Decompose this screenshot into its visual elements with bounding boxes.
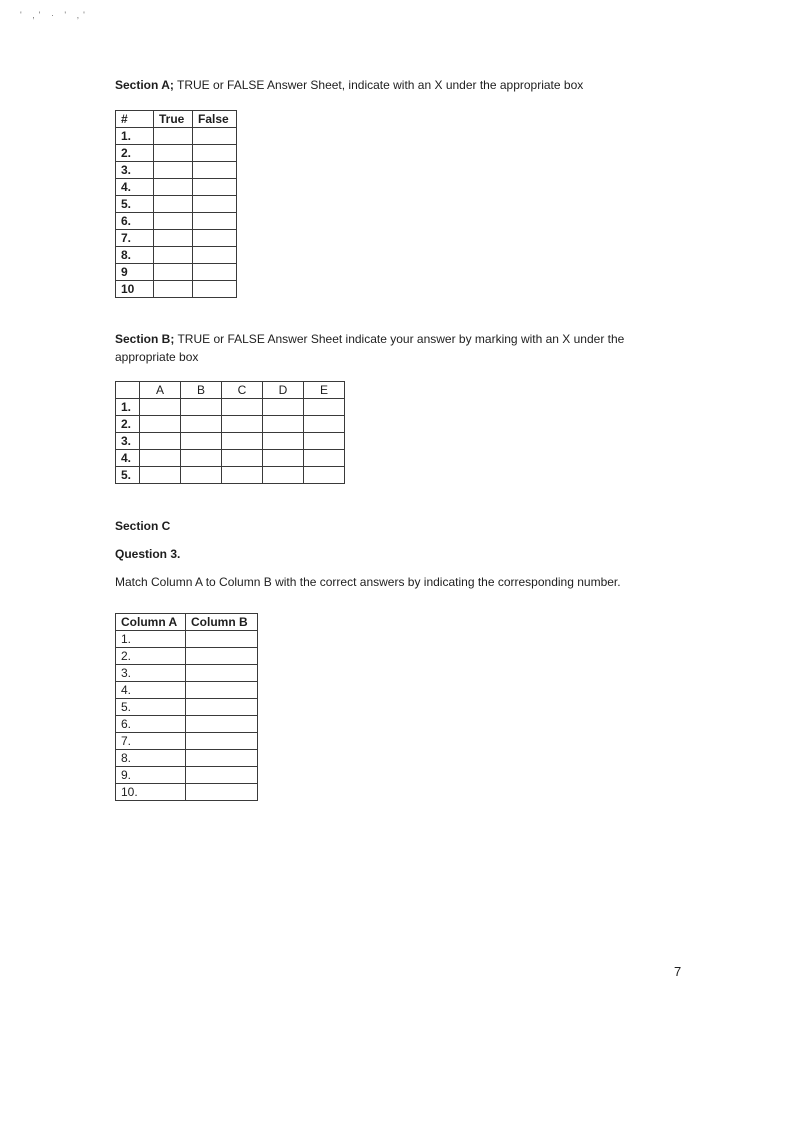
section-c-matching-table — [115, 613, 258, 801]
answer-cell[interactable] — [222, 467, 263, 484]
section-a-heading — [115, 76, 583, 94]
row-number: 5. — [116, 196, 154, 213]
answer-cell[interactable] — [186, 767, 258, 784]
section-b-row — [116, 467, 345, 484]
answer-cell[interactable] — [304, 416, 345, 433]
answer-cell[interactable] — [140, 467, 181, 484]
column-header-true: True — [154, 111, 193, 128]
row-number: 6. — [116, 213, 154, 230]
section-a-answer-table — [115, 110, 237, 298]
answer-cell[interactable] — [186, 716, 258, 733]
answer-cell[interactable] — [222, 399, 263, 416]
answer-cell[interactable] — [154, 145, 193, 162]
answer-cell[interactable] — [154, 264, 193, 281]
answer-cell[interactable] — [193, 281, 237, 298]
column-header-c: C — [222, 382, 263, 399]
answer-cell[interactable] — [140, 416, 181, 433]
section-c-row — [116, 682, 258, 699]
section-a-row — [116, 264, 237, 281]
answer-cell[interactable] — [154, 281, 193, 298]
answer-cell[interactable] — [304, 450, 345, 467]
row-number: 7. — [116, 230, 154, 247]
answer-cell[interactable] — [263, 416, 304, 433]
section-b-label: Section B; — [115, 332, 175, 346]
answer-cell[interactable] — [154, 213, 193, 230]
row-number: 2. — [116, 416, 140, 433]
section-a-instruction: TRUE or FALSE Answer Sheet, indicate with an X under the appropriate box — [173, 78, 584, 92]
row-number: 1. — [116, 631, 186, 648]
answer-cell[interactable] — [154, 162, 193, 179]
answer-cell[interactable] — [181, 399, 222, 416]
answer-cell[interactable] — [193, 247, 237, 264]
section-b-heading — [115, 330, 683, 366]
section-c-row — [116, 716, 258, 733]
answer-cell[interactable] — [222, 450, 263, 467]
answer-cell[interactable] — [186, 648, 258, 665]
answer-cell[interactable] — [222, 416, 263, 433]
section-c-row — [116, 750, 258, 767]
section-b-header-row — [116, 382, 345, 399]
section-b-row — [116, 399, 345, 416]
column-header-number: # — [116, 111, 154, 128]
row-number: 2. — [116, 145, 154, 162]
row-number: 4. — [116, 682, 186, 699]
row-number: 5. — [116, 467, 140, 484]
answer-cell[interactable] — [154, 247, 193, 264]
section-a-row — [116, 145, 237, 162]
answer-cell[interactable] — [186, 631, 258, 648]
section-a-row — [116, 162, 237, 179]
question-3-heading: Question 3. — [115, 547, 181, 561]
answer-cell[interactable] — [140, 399, 181, 416]
section-c-row — [116, 648, 258, 665]
section-c-row — [116, 767, 258, 784]
column-header-b: B — [181, 382, 222, 399]
section-a-row — [116, 230, 237, 247]
row-number: 4. — [116, 179, 154, 196]
row-number: 3. — [116, 665, 186, 682]
row-number: 8. — [116, 750, 186, 767]
answer-cell[interactable] — [193, 196, 237, 213]
row-number: 8. — [116, 247, 154, 264]
section-a-row — [116, 128, 237, 145]
answer-cell[interactable] — [263, 399, 304, 416]
answer-cell[interactable] — [193, 145, 237, 162]
answer-cell[interactable] — [186, 784, 258, 801]
row-number: 7. — [116, 733, 186, 750]
section-c-heading: Section C — [115, 519, 171, 533]
section-c-row — [116, 699, 258, 716]
section-c-row — [116, 665, 258, 682]
answer-cell[interactable] — [193, 162, 237, 179]
answer-cell[interactable] — [193, 213, 237, 230]
answer-cell[interactable] — [154, 230, 193, 247]
section-b-instruction-cont: appropriate box — [115, 350, 199, 364]
answer-cell[interactable] — [186, 682, 258, 699]
column-header-d: D — [263, 382, 304, 399]
answer-cell[interactable] — [193, 179, 237, 196]
section-b-answer-table — [115, 381, 345, 484]
answer-cell[interactable] — [222, 433, 263, 450]
section-b-row — [116, 433, 345, 450]
section-a-label: Section A; — [115, 78, 174, 92]
answer-cell[interactable] — [304, 433, 345, 450]
row-number: 1. — [116, 128, 154, 145]
answer-cell[interactable] — [186, 750, 258, 767]
section-a-row — [116, 247, 237, 264]
answer-cell[interactable] — [263, 467, 304, 484]
row-number: 1. — [116, 399, 140, 416]
section-a-header-row — [116, 111, 237, 128]
row-number: 2. — [116, 648, 186, 665]
answer-cell[interactable] — [181, 450, 222, 467]
answer-cell[interactable] — [193, 128, 237, 145]
answer-cell[interactable] — [181, 416, 222, 433]
row-number: 10. — [116, 784, 186, 801]
matching-instruction: Match Column A to Column B with the correct answers by indicating the corresponding number. — [115, 575, 621, 589]
column-header-e: E — [304, 382, 345, 399]
column-header-column-b: Column B — [186, 614, 258, 631]
answer-cell[interactable] — [181, 467, 222, 484]
row-number: 4. — [116, 450, 140, 467]
section-c-header-row — [116, 614, 258, 631]
answer-cell[interactable] — [186, 665, 258, 682]
page-number: 7 — [674, 964, 682, 979]
row-number: 9. — [116, 767, 186, 784]
answer-cell[interactable] — [304, 467, 345, 484]
section-b-instruction: TRUE or FALSE Answer Sheet indicate your answer by marking with an X under the — [174, 332, 625, 346]
answer-cell[interactable] — [193, 264, 237, 281]
column-header-a: A — [140, 382, 181, 399]
answer-cell[interactable] — [263, 450, 304, 467]
section-b-row — [116, 416, 345, 433]
section-a-row — [116, 281, 237, 298]
answer-cell[interactable] — [181, 433, 222, 450]
answer-cell[interactable] — [154, 128, 193, 145]
answer-cell[interactable] — [304, 399, 345, 416]
row-number: 3. — [116, 433, 140, 450]
row-number: 5. — [116, 699, 186, 716]
section-b-row — [116, 450, 345, 467]
answer-cell[interactable] — [154, 196, 193, 213]
row-number: 6. — [116, 716, 186, 733]
answer-cell[interactable] — [263, 433, 304, 450]
answer-cell[interactable] — [140, 433, 181, 450]
section-a-row — [116, 213, 237, 230]
column-header-blank — [116, 382, 140, 399]
section-c-row — [116, 733, 258, 750]
answer-cell[interactable] — [140, 450, 181, 467]
column-header-column-a: Column A — [116, 614, 186, 631]
answer-cell[interactable] — [186, 733, 258, 750]
answer-cell[interactable] — [154, 179, 193, 196]
section-a-row — [116, 196, 237, 213]
answer-cell[interactable] — [193, 230, 237, 247]
section-c-row — [116, 784, 258, 801]
section-a-row — [116, 179, 237, 196]
column-header-false: False — [193, 111, 237, 128]
row-number: 10 — [116, 281, 154, 298]
row-number: 3. — [116, 162, 154, 179]
scan-speckle-marks: ' ,' · ' ,' — [20, 10, 89, 20]
row-number: 9 — [116, 264, 154, 281]
answer-cell[interactable] — [186, 699, 258, 716]
section-c-row — [116, 631, 258, 648]
